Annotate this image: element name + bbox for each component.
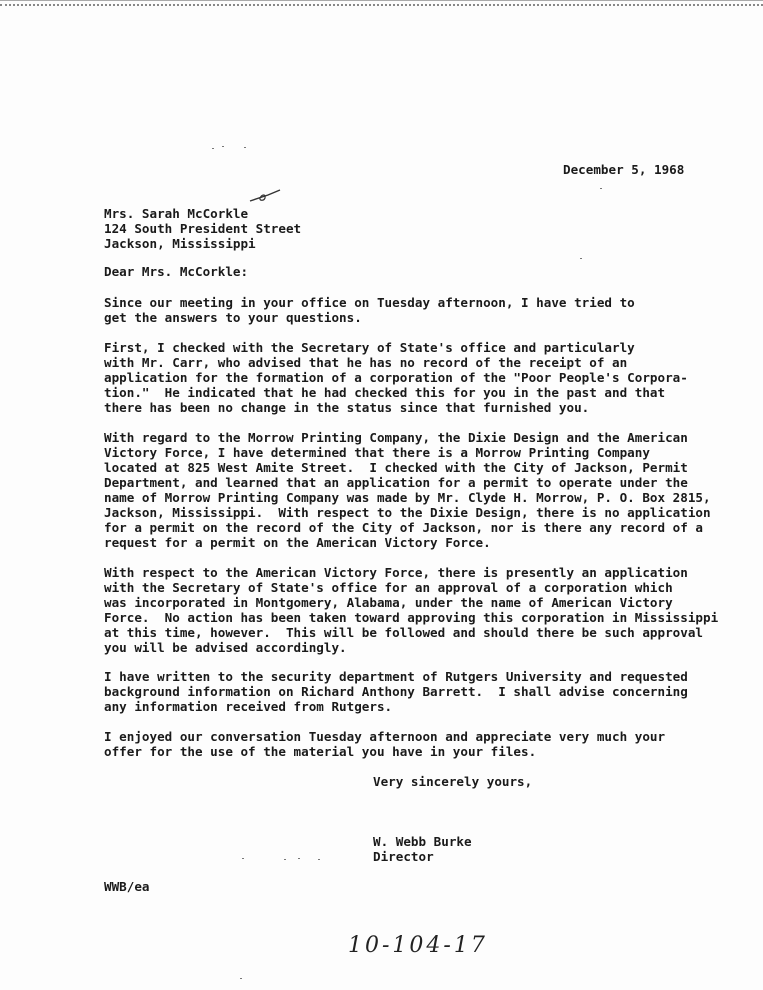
recipient-city: Jackson, Mississippi (104, 236, 256, 251)
salutation: Dear Mrs. McCorkle: (104, 264, 249, 279)
paragraph-6: I enjoyed our conversation Tuesday afternoon and appreciate very much your offer for the use of the material you have in your files. (104, 729, 666, 759)
recipient-address (104, 206, 301, 251)
closing: Very sincerely yours, (373, 774, 533, 789)
signer-title: Director (373, 849, 434, 864)
paragraph-2: First, I checked with the Secretary of State's office and particularly with Mr. Carr, who advised that he has no record of the receipt of an application for the formation of a corporation of the "Poor People's Corpora- tion." He indicated that he had checked this for you in the past and that there has been no change in the status since that furnished you. (104, 340, 688, 415)
signature-block (373, 834, 472, 864)
recipient-name: Mrs. Sarah McCorkle (104, 206, 249, 221)
paragraph-5: I have written to the security department of Rutgers University and requested background information on Richard Anthony Barrett. I shall advise concerning any information received from Rutgers. (104, 669, 688, 714)
top-dotted-line (0, 4, 763, 6)
top-edge-line (0, 0, 763, 1)
handwritten-check-mark (246, 186, 286, 206)
paragraph-4: With respect to the American Victory Force, there is presently an application with the Secretary of State's office for an approval of a corporation which was incorporated in Montgomery, Alabama, under the name of American Victory Force. No action has been taken toward approving this corporation in Mississippi at this time, however. This will be followed and should there be such approval you will be advised accordingly. (104, 565, 719, 655)
paragraph-1: Since our meeting in your office on Tuesday afternoon, I have tried to get the answers to your questions. (104, 295, 635, 325)
paragraph-3: With regard to the Morrow Printing Company, the Dixie Design and the American Victory Force, I have determined that there is a Morrow Printing Company located at 825 West Amite Street. I checked with the City of Jackson, Permit Department, and learned that an application for a permit to operate under the name of Morrow Printing Company was made by Mr. Clyde H. Morrow, P. O. Box 2815, Jackson, Mississippi. With respect to the Dixie Design, there is no application for a permit on the record of the City of Jackson, nor is there any record of a request for a permit on the American Victory Force. (104, 430, 711, 550)
letter-date: December 5, 1968 (563, 162, 685, 177)
handwritten-file-number: 10-104-17 (348, 933, 488, 958)
recipient-street: 124 South President Street (104, 221, 302, 236)
typist-initials: WWB/ea (104, 879, 150, 894)
signer-name: W. Webb Burke (373, 834, 472, 849)
